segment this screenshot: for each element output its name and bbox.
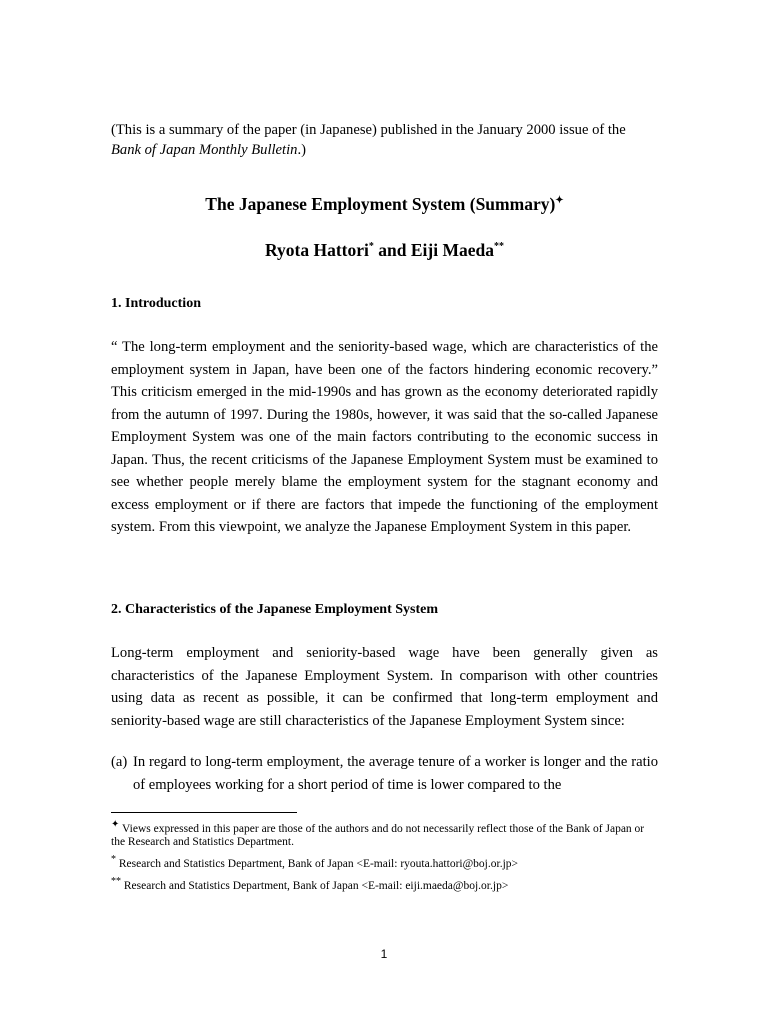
title-footnote-mark: ✦ bbox=[555, 195, 564, 207]
paper-title-text: The Japanese Employment System (Summary) bbox=[205, 194, 556, 214]
list-item-a bbox=[111, 751, 658, 796]
footnote-2-text: Research and Statistics Department, Bank of Japan <E-mail: ryouta.hattori@boj.or.jp> bbox=[116, 858, 519, 870]
section-1-heading: 1. Introduction bbox=[111, 296, 201, 311]
summary-note bbox=[111, 120, 658, 160]
footnote-2-mark: * bbox=[111, 854, 116, 866]
footnote-divider bbox=[111, 812, 297, 813]
author-line bbox=[111, 240, 658, 261]
author-1: Ryota Hattori bbox=[265, 240, 369, 260]
footnote-1 bbox=[111, 819, 658, 849]
author-connector: and bbox=[373, 240, 411, 260]
section-1-paragraph: “ The long-term employment and the seniority-based wage, which are characteristics of the employment system in Japan, have been one of the factors hindering economic recovery.” This criticism emerged in the mid-1990s and has grown as the economy deteriorated rapidly from the autumn of 1997. During the 1980s, however, it was said that the so-called Japanese Employment System was one of the main factors contributing to the economic success in Japan. Thus, the recent criticisms of the Japanese Employment System must be examined to see whether people merely blame the employment system for the stagnant economy and excess employment or if there are factors that impede the functioning of the employment system. From this viewpoint, we analyze the Japanese Employment System in this paper. bbox=[111, 339, 658, 535]
footnote-3-text: Research and Statistics Department, Bank of Japan <E-mail: eiji.maeda@boj.or.jp> bbox=[121, 880, 509, 892]
footnote-1-mark: ✦ bbox=[111, 819, 120, 831]
author-2: Eiji Maeda bbox=[410, 240, 494, 260]
footnote-3-mark: ** bbox=[111, 876, 121, 888]
author-2-footnote-mark: ** bbox=[493, 241, 504, 253]
list-item-a-label: (a) bbox=[111, 754, 128, 770]
page-number: 1 bbox=[380, 947, 388, 961]
journal-name: Bank of Japan Monthly Bulletin bbox=[111, 142, 298, 158]
paper-title bbox=[111, 194, 658, 215]
summary-note-prefix: (This is a summary of the paper (in Japanese) published in the January 2000 issue of the bbox=[111, 122, 626, 138]
summary-note-suffix: .) bbox=[297, 142, 306, 158]
list-item-a-text: In regard to long-term employment, the average tenure of a worker is longer and the ratio of employees working for a short period of time is lower compared to the bbox=[133, 754, 658, 793]
footnote-2 bbox=[111, 854, 658, 871]
footnote-3 bbox=[111, 876, 658, 893]
footnote-1-text: Views expressed in this paper are those of the authors and do not necessarily reflect those of the Bank of Japan or the Research and Statistics Department. bbox=[111, 823, 645, 848]
section-2-heading: 2. Characteristics of the Japanese Employment System bbox=[111, 602, 439, 617]
section-2-paragraph: Long-term employment and seniority-based wage have been generally given as characteristics of the Japanese Employment System. In comparison with other countries using data as recent as possible, it can be confirmed that long-term employment and seniority-based wage are still characteristics of the Japanese Employment System since: bbox=[111, 645, 658, 729]
author-1-footnote-mark: * bbox=[368, 241, 374, 253]
